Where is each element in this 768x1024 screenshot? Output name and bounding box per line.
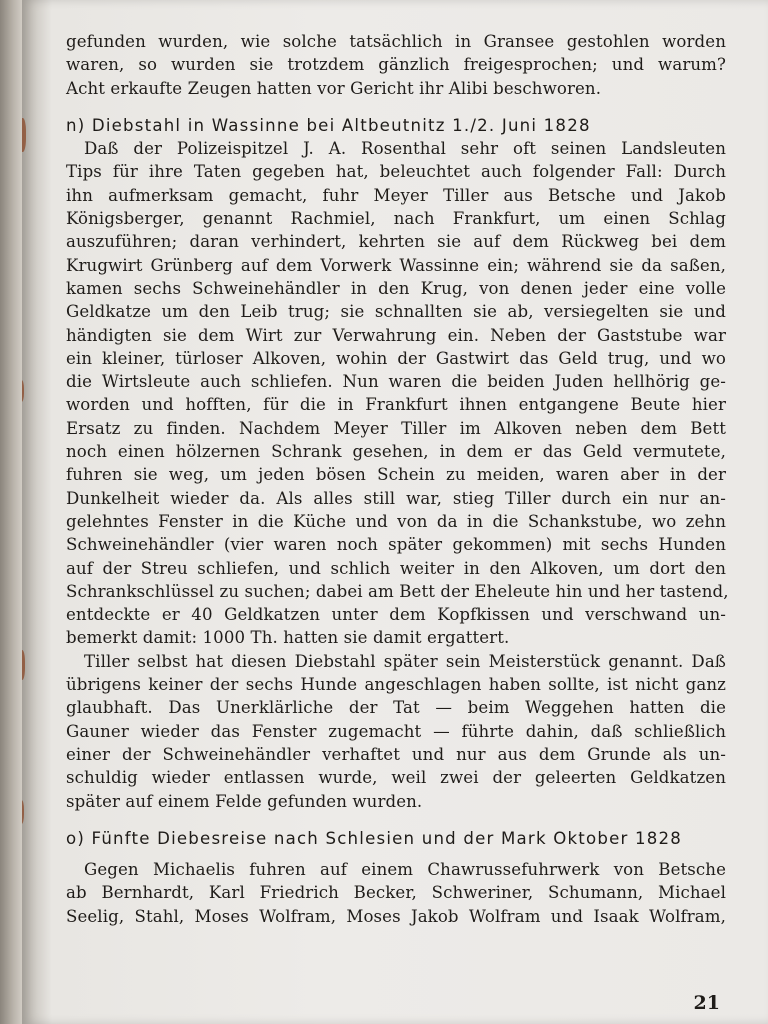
paragraph-intro — [66, 30, 726, 100]
text-line: kamen sechs Schweinehändler in den Krug, von denen jeder eine volle — [66, 278, 726, 298]
text-line: händigten sie dem Wirt zur Verwahrung ein. Neben der Gaststube war — [66, 325, 726, 345]
paper-stain — [22, 380, 24, 402]
text-line: waren, so wurden sie trotzdem gänzlich freigesprochen; und warum? — [66, 55, 726, 75]
text-line: ein kleiner, türloser Alkoven, wohin der Gastwirt das Geld trug, und wo — [66, 348, 726, 368]
text-line: noch einen hölzernen Schrank gesehen, in dem er das Geld vermutete, — [66, 442, 726, 462]
page-text — [66, 30, 729, 928]
text-line: später auf einem Felde gefunden wurden. — [66, 791, 423, 811]
paper-stain — [22, 650, 25, 680]
text-line: Seelig, Stahl, Moses Wolfram, Moses Jakob Wolfram und Isaak Wolfram, — [66, 906, 726, 926]
paragraph-n2 — [66, 650, 726, 813]
paragraph-o1 — [66, 858, 726, 928]
text-line: einer der Schweinehändler verhaftet und nur aus dem Grunde als un- — [66, 744, 726, 764]
text-line: übrigens keiner der sechs Hunde angeschlagen haben sollte, ist nicht ganz — [66, 675, 726, 695]
text-line: Schrankschlüssel zu suchen; dabei am Bett der Eheleute hin und her tastend, — [66, 581, 729, 601]
text-line: fuhren sie weg, um jeden bösen Schein zu meiden, waren aber in der — [66, 465, 726, 485]
page-number: 21 — [693, 992, 720, 1014]
paragraph-n1 — [66, 137, 729, 650]
section-heading-n: n) Diebstahl in Wassinne bei Altbeutnitz 1./2. Juni 1828 — [66, 115, 591, 135]
book-binding — [0, 0, 22, 1024]
text-line: Geldkatze um den Leib trug; sie schnallten sie ab, versiegelten sie und — [66, 302, 726, 322]
text-line: auszuführen; daran verhindert, kehrten sie auf dem Rückweg bei dem — [66, 232, 726, 252]
text-line: Daß der Polizeispitzel J. A. Rosenthal sehr oft seinen Landsleuten — [84, 139, 726, 159]
text-line: Acht erkaufte Zeugen hatten vor Gericht ihr Alibi beschworen. — [66, 78, 602, 98]
text-line: Tips für ihre Taten gegeben hat, beleuchtet auch folgender Fall: Durch — [66, 162, 726, 182]
text-line: ihn aufmerksam gemacht, fuhr Meyer Tiller aus Betsche und Jakob — [66, 185, 726, 205]
text-line: auf der Streu schliefen, und schlich weiter in den Alkoven, um dort den — [66, 558, 726, 578]
text-line: entdeckte er 40 Geldkatzen unter dem Kopfkissen und verschwand un- — [66, 605, 726, 625]
text-line: die Wirtsleute auch schliefen. Nun waren die beiden Juden hellhörig ge- — [66, 372, 726, 392]
text-line: worden und hofften, für die in Frankfurt ihnen entgangene Beute hier — [66, 395, 726, 415]
text-line: Dunkelheit wieder da. Als alles still war, stieg Tiller durch ein nur an- — [66, 488, 726, 508]
text-line: schuldig wieder entlassen wurde, weil zwei der geleerten Geldkatzen — [66, 768, 726, 788]
text-line: Ersatz zu finden. Nachdem Meyer Tiller im Alkoven neben dem Bett — [66, 418, 726, 438]
paper-stain — [22, 118, 26, 152]
text-line: ab Bernhardt, Karl Friedrich Becker, Schweriner, Schumann, Michael — [66, 883, 726, 903]
text-line: bemerkt damit: 1000 Th. hatten sie damit ergattert. — [66, 628, 510, 648]
section-heading-o: o) Fünfte Diebesreise nach Schlesien und der Mark Oktober 1828 — [66, 828, 683, 848]
text-line: Tiller selbst hat diesen Diebstahl später sein Meisterstück genannt. Daß — [84, 651, 726, 671]
text-line: Gauner wieder das Fenster zugemacht — führte dahin, daß schließlich — [66, 721, 726, 741]
text-line: glaubhaft. Das Unerklärliche der Tat — beim Weggehen hatten die — [66, 698, 726, 718]
text-line: gelehntes Fenster in die Küche und von da in die Schankstube, wo zehn — [66, 511, 726, 531]
text-line: gefunden wurden, wie solche tatsächlich in Gransee gestohlen worden — [66, 32, 726, 51]
paper-stain — [22, 800, 24, 824]
text-line: Königsberger, genannt Rachmiel, nach Frankfurt, um einen Schlag — [66, 209, 726, 229]
text-line: Gegen Michaelis fuhren auf einem Chawrussefuhrwerk von Betsche — [84, 860, 726, 880]
text-line: Krugwirt Grünberg auf dem Vorwerk Wassinne ein; während sie da saßen, — [66, 255, 726, 275]
text-line: Schweinehändler (vier waren noch später gekommen) mit sechs Hunden — [66, 535, 726, 555]
